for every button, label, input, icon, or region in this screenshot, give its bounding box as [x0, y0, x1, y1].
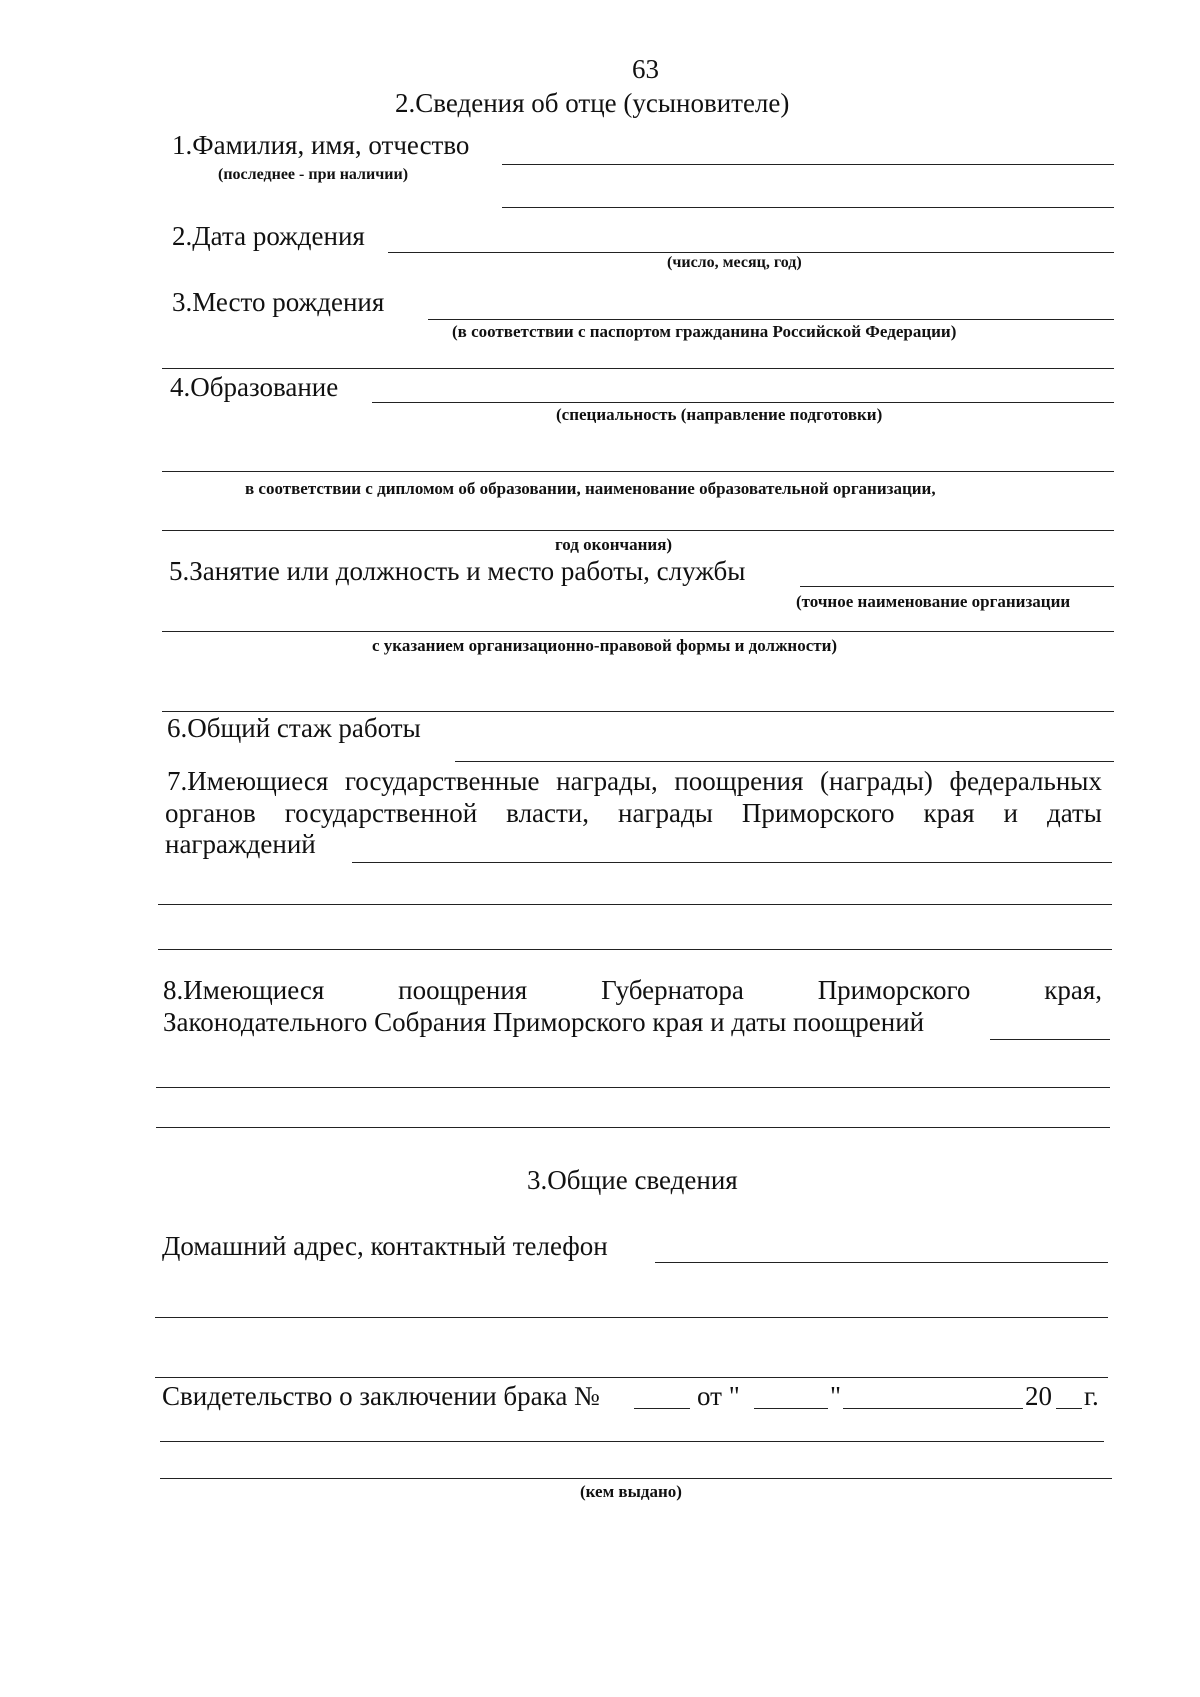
field-6-line[interactable]: [455, 761, 1114, 762]
address-label: Домашний адрес, контактный телефон: [162, 1231, 608, 1261]
field-8-line-2: Законодательного Собрания Приморского края и даты поощрений: [163, 1007, 925, 1037]
field-4-hint-3: год окончания): [555, 535, 673, 554]
field-4-label: 4.Образование: [170, 372, 339, 402]
field-7-word: даты: [1046, 798, 1102, 828]
marriage-number-blank[interactable]: [634, 1408, 690, 1409]
field-4-line-1[interactable]: [372, 402, 1114, 403]
marriage-year-blank[interactable]: [1056, 1408, 1082, 1409]
field-2-hint: (число, месяц, год): [667, 254, 802, 271]
marriage-from-label: от ": [697, 1381, 740, 1411]
field-7-word: награды,: [556, 766, 658, 796]
marriage-year-suffix: г.: [1084, 1381, 1099, 1411]
field-7-line-1: [167, 768, 1102, 795]
marriage-month-blank[interactable]: [843, 1408, 1023, 1409]
field-7-word: государственной: [284, 798, 478, 828]
marriage-year-prefix: 20: [1025, 1381, 1052, 1411]
field-3-line-2[interactable]: [162, 368, 1114, 369]
field-1-label: 1.Фамилия, имя, отчество: [172, 130, 470, 160]
field-8-line-1: [163, 977, 1102, 1004]
page-number: 63: [632, 54, 659, 84]
field-1-line-1[interactable]: [502, 164, 1114, 165]
field-8-word: Приморского: [817, 975, 971, 1005]
field-7-line-3: награждений: [165, 829, 316, 859]
field-5-label: 5.Занятие или должность и место работы, службы: [169, 556, 746, 586]
issued-line-2[interactable]: [160, 1478, 1112, 1479]
marriage-label: Свидетельство о заключении брака №: [162, 1381, 600, 1411]
field-7-word: федеральных: [949, 766, 1102, 796]
field-6-label: 6.Общий стаж работы: [167, 713, 421, 743]
issued-hint: (кем выдано): [580, 1482, 682, 1501]
field-7-blank-2[interactable]: [158, 904, 1112, 905]
field-8-blank-2[interactable]: [156, 1087, 1110, 1088]
field-7-word: государственные: [344, 766, 540, 796]
field-7-word: органов: [165, 798, 256, 828]
field-3-label: 3.Место рождения: [172, 287, 385, 317]
field-5-hint-2: с указанием организационно-правовой формы и должности): [372, 636, 838, 655]
field-8-blank-1[interactable]: [990, 1039, 1110, 1040]
field-7-word: края: [923, 798, 975, 828]
field-8-blank-3[interactable]: [156, 1127, 1110, 1128]
field-7-line-2: [165, 800, 1102, 827]
field-4-line-3[interactable]: [162, 530, 1114, 531]
field-8-word: поощрения: [398, 975, 528, 1005]
field-7-blank-3[interactable]: [158, 949, 1112, 950]
field-8-word: 8.Имеющиеся: [163, 975, 325, 1005]
field-1-line-2[interactable]: [502, 207, 1114, 208]
field-5-line-1[interactable]: [800, 586, 1114, 587]
field-8-word: Губернатора: [601, 975, 744, 1005]
field-5-line-3[interactable]: [162, 711, 1114, 712]
field-5-line-2[interactable]: [162, 631, 1114, 632]
field-7-word: власти,: [506, 798, 590, 828]
marriage-quote-close: ": [830, 1381, 842, 1411]
field-7-word: (награды): [820, 766, 933, 796]
issued-line-1[interactable]: [160, 1441, 1104, 1442]
field-7-blank-1[interactable]: [352, 862, 1112, 863]
field-3-line-1[interactable]: [428, 319, 1114, 320]
field-1-hint: (последнее - при наличии): [218, 166, 409, 183]
field-7-word: награды: [618, 798, 713, 828]
address-line-3[interactable]: [155, 1377, 1108, 1378]
field-2-line[interactable]: [388, 252, 1114, 253]
field-4-hint-1: (специальность (направление подготовки): [556, 405, 883, 424]
section-3-title: 3.Общие сведения: [527, 1165, 738, 1195]
field-4-line-2[interactable]: [162, 471, 1114, 472]
marriage-day-blank[interactable]: [754, 1408, 828, 1409]
field-3-hint: (в соответствии с паспортом гражданина Российской Федерации): [452, 322, 957, 341]
field-8-word: края,: [1044, 975, 1102, 1005]
address-line-2[interactable]: [155, 1317, 1108, 1318]
field-7-word: и: [1003, 798, 1018, 828]
section-2-title: 2.Сведения об отце (усыновителе): [395, 88, 790, 118]
field-5-hint-1: (точное наименование организации: [796, 592, 1071, 611]
field-7-word: 7.Имеющиеся: [167, 766, 329, 796]
field-7-word: поощрения: [674, 766, 804, 796]
field-2-label: 2.Дата рождения: [172, 221, 365, 251]
field-7-word: Приморского: [741, 798, 895, 828]
field-4-hint-2: в соответствии с дипломом об образовании, наименование образовательной организации,: [245, 479, 936, 498]
address-line-1[interactable]: [655, 1262, 1108, 1263]
